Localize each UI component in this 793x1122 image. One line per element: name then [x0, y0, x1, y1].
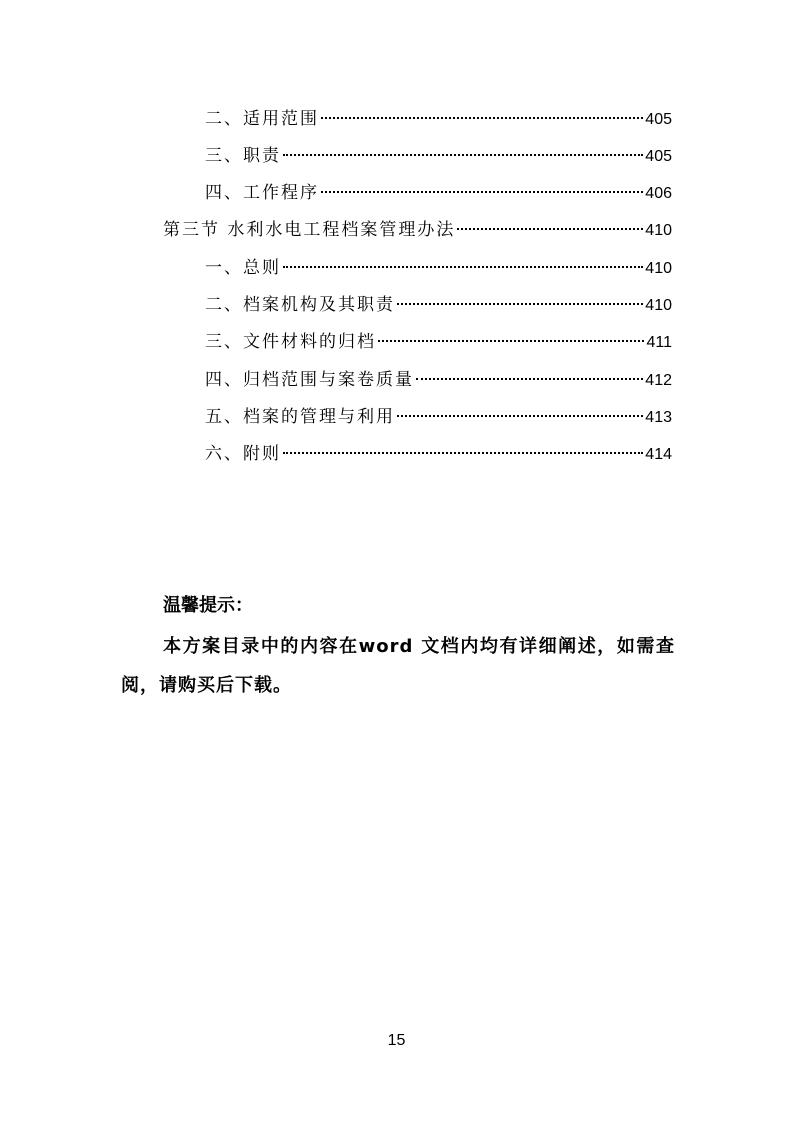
toc-entry-title: 三、文件材料的归档 [205, 332, 376, 352]
toc-entry-page: 411 [646, 334, 672, 351]
toc-entry-title: 第三节 水利水电工程档案管理办法 [163, 220, 456, 240]
toc-entry-title: 五、档案的管理与利用 [205, 407, 395, 427]
toc-entry-title: 六、附则 [205, 444, 281, 464]
toc-entry[interactable] [205, 327, 672, 357]
toc-entry-title: 二、适用范围 [205, 109, 319, 129]
toc-entry-page: 410 [645, 297, 672, 314]
toc-leader-dots [457, 228, 643, 230]
toc-leader-dots [416, 378, 643, 380]
toc-leader-dots [321, 191, 643, 193]
toc-leader-dots [397, 415, 643, 417]
toc-entry[interactable] [205, 178, 672, 208]
toc-entry-page: 414 [645, 446, 672, 463]
page-number: 15 [387, 1032, 406, 1049]
toc-entry-page: 412 [645, 372, 672, 389]
toc-leader-dots [321, 117, 643, 119]
toc-leader-dots [283, 452, 643, 454]
toc-entry-title: 四、归档范围与案卷质量 [205, 370, 414, 390]
tip-body: 本方案目录中的内容在word 文档内均有详细阐述，如需查阅，请购买后下载。 [121, 636, 675, 696]
toc-entry-title: 四、工作程序 [205, 183, 319, 203]
toc-section-entry[interactable] [163, 215, 672, 245]
toc-leader-dots [378, 340, 644, 342]
toc-leader-dots [283, 266, 643, 268]
toc-entry-page: 406 [645, 185, 672, 202]
toc-entry-page: 410 [645, 260, 672, 277]
toc-entry[interactable] [205, 402, 672, 432]
toc-entry-title: 三、职责 [205, 146, 281, 166]
toc-entry-page: 405 [645, 111, 672, 128]
toc-entry[interactable] [205, 439, 672, 469]
toc-entry[interactable] [205, 104, 672, 134]
toc-entry[interactable] [205, 290, 672, 320]
toc-entry-page: 405 [645, 148, 672, 165]
toc-entry-title: 二、档案机构及其职责 [205, 295, 395, 315]
tip-title: 温馨提示： [163, 595, 253, 616]
toc-leader-dots [397, 303, 643, 305]
toc-leader-dots [283, 154, 643, 156]
toc-entry-title: 一、总则 [205, 258, 281, 278]
toc-entry-page: 410 [645, 222, 672, 239]
toc-entry[interactable] [205, 365, 672, 395]
toc-entry[interactable] [205, 141, 672, 171]
toc-entry-page: 413 [645, 409, 672, 426]
toc-entry[interactable] [205, 253, 672, 283]
